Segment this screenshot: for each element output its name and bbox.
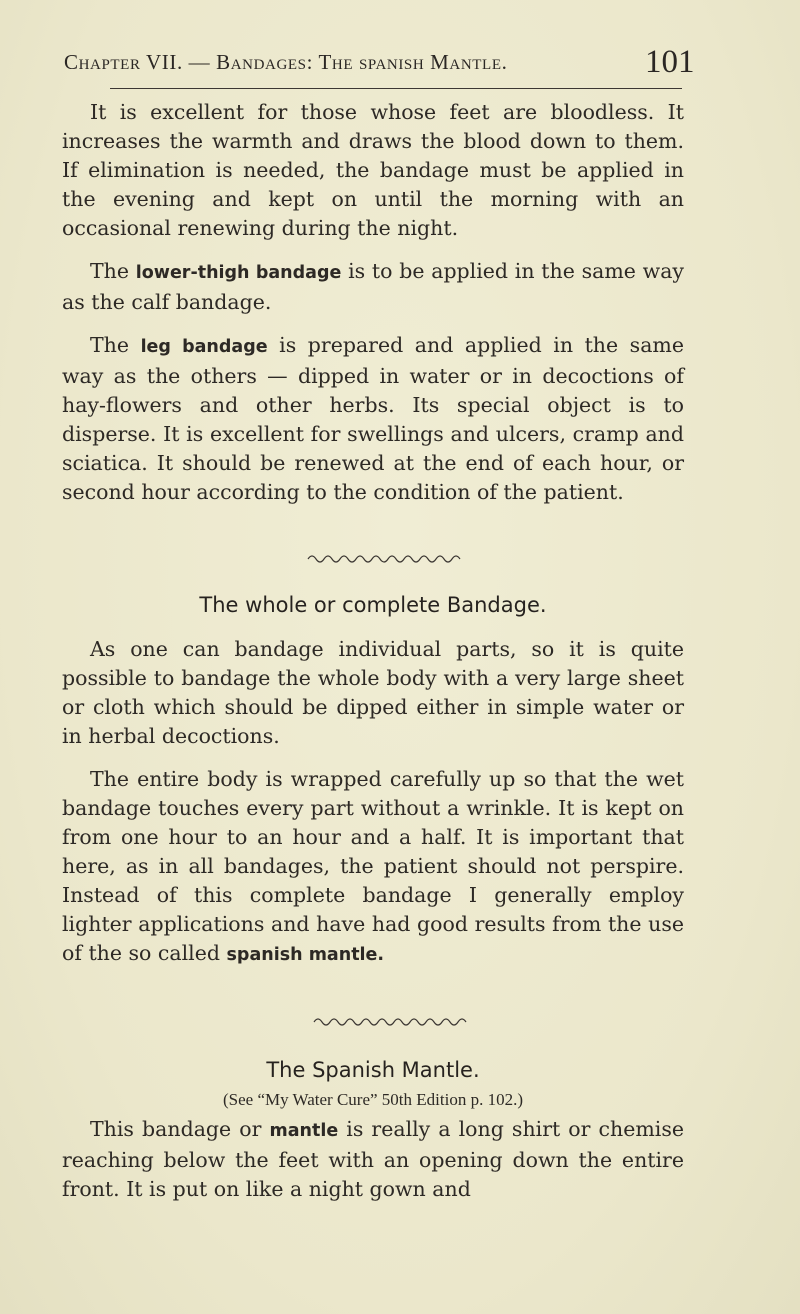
body-block-3 (62, 1115, 684, 1204)
term-mantle: mantle (269, 1121, 339, 1141)
paragraph: As one can bandage individual parts, so it is quite possible to bandage the whole body with a very large sheet or cloth which should be dipped either in simple water or in herbal decoctions. (62, 637, 684, 748)
reference-note: (See “My Water Cure” 50th Edition p. 102.) (223, 1090, 523, 1109)
header-title: Chapter VII. — Bandages: The spanish Mantle. (64, 50, 508, 74)
body-block-1 (62, 98, 684, 507)
paragraph: The entire body is wrapped carefully up so that the wet bandage touches every part without a wrinkle. It is kept on from one hour to an hour and a half. It is important that here, as in all bandages, the patient should not perspire. Instead of this complete bandage I generally employ lighter applications and have had good results from the use of the so called spanish mantle. (62, 767, 684, 965)
section-heading: The whole or complete Bandage. (199, 593, 547, 617)
term-spanish-mantle: spanish mantle. (226, 945, 385, 965)
body-block-2 (62, 635, 684, 970)
paragraph: It is excellent for those whose feet are bloodless. It increases the warmth and draws the blood down to them. If elimination is needed, the bandage must be applied in the evening and kept on until the morning with an occasional renewing during the night. (62, 100, 684, 240)
page-number: 101 (645, 44, 695, 80)
paragraph: The lower-thigh bandage is to be applied in the same way as the calf bandage. (62, 259, 684, 314)
wavy-separator (306, 553, 466, 565)
paragraph: The leg bandage is prepared and applied in the same way as the others — dipped in water or in decoctions of hay-flowers and other herbs. Its special object is to disperse. It is excellent for swellings and ulcers, cramp and sciatica. It should be renewed at the end of each hour, or second hour according to the condition of the patient. (62, 333, 684, 504)
running-header (60, 44, 695, 84)
header-rule (110, 88, 682, 89)
section-heading: The Spanish Mantle. (266, 1058, 480, 1082)
term-lower-thigh-bandage: lower-thigh bandage (135, 263, 342, 283)
term-leg-bandage: leg bandage (140, 337, 268, 357)
wavy-separator (312, 1016, 472, 1028)
paragraph: This bandage or mantle is really a long shirt or chemise reaching below the feet with an opening down the entire front. It is put on like a night gown and (62, 1117, 684, 1201)
